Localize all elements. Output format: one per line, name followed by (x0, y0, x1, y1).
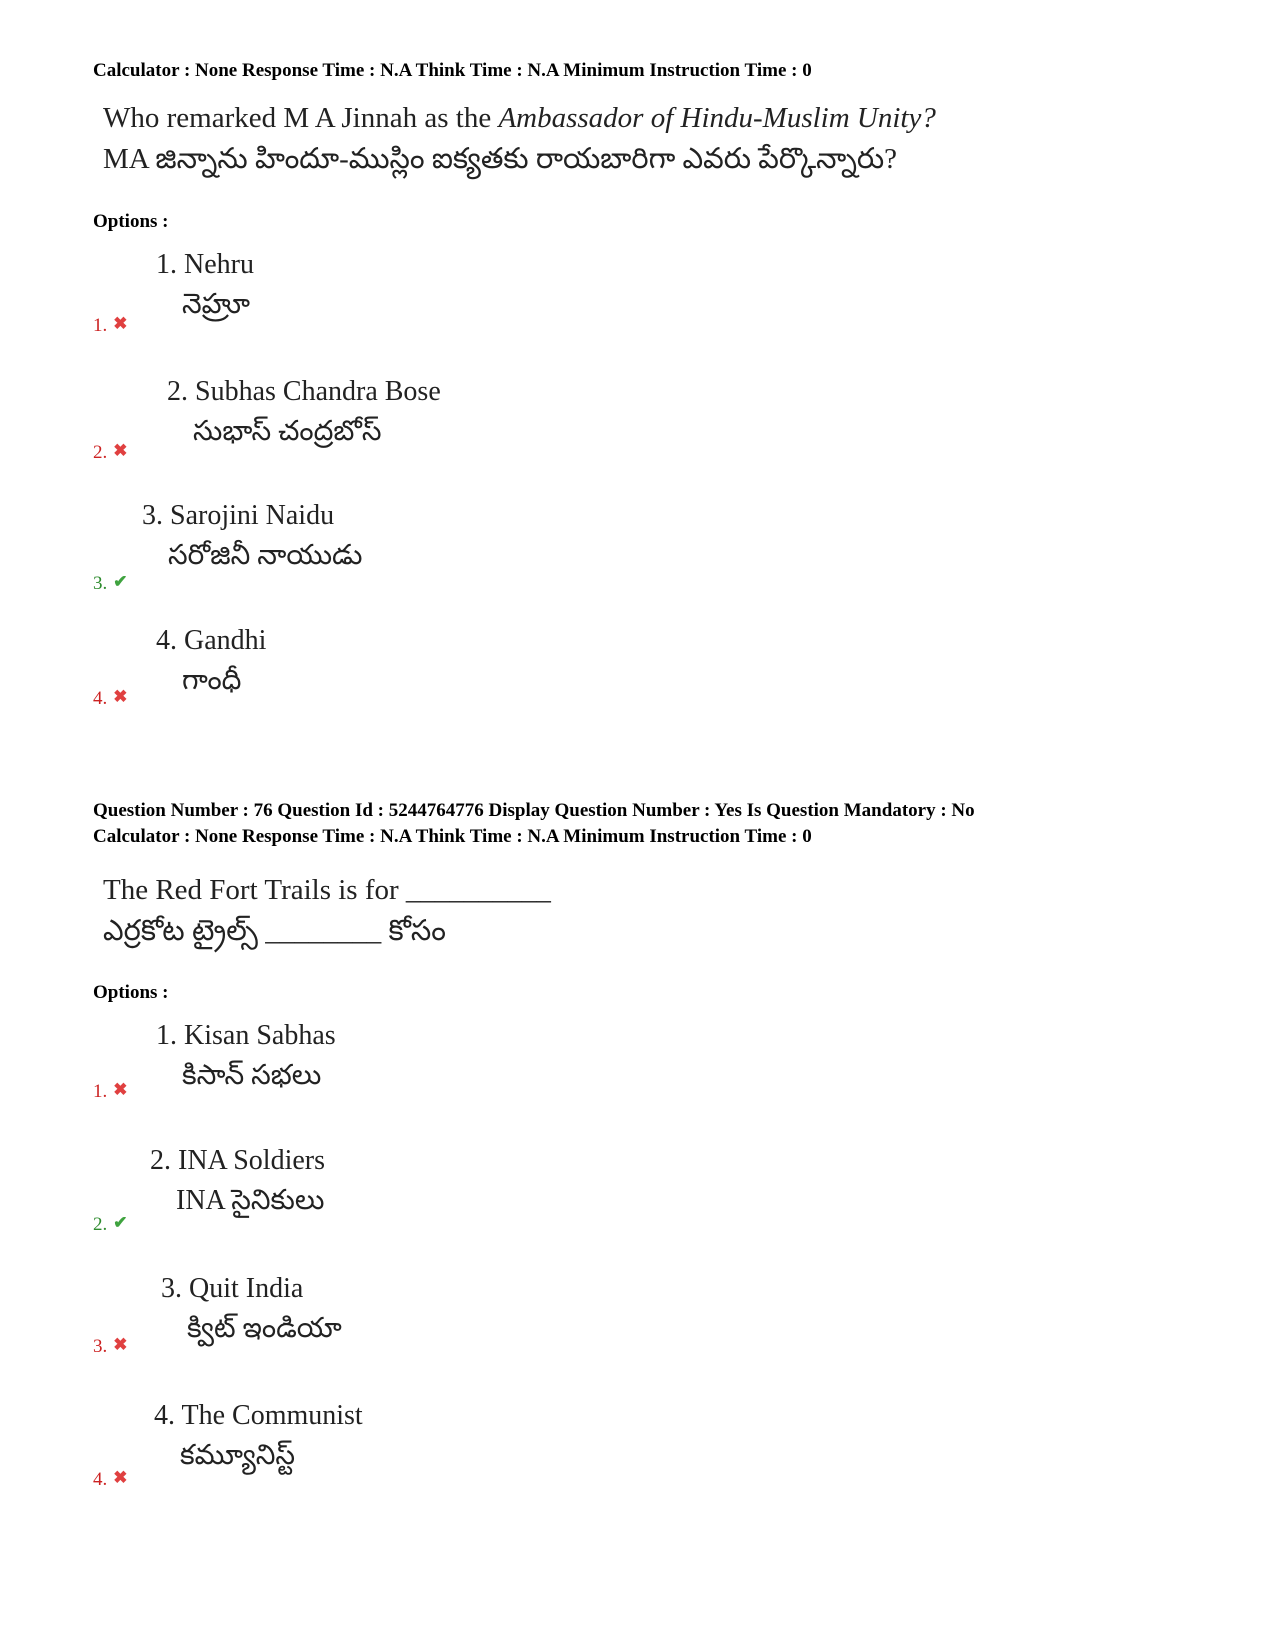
q76-option-4-number: 4. (93, 1469, 108, 1490)
q76-option-2-te: INA సైనికులు (176, 1185, 325, 1216)
q75-option-3-number: 3. (93, 573, 108, 594)
q75-option-2[interactable] (167, 372, 441, 452)
q75-question-te: MA జిన్నాను హిందూ-ముస్లిం ఐక్యతకు రాయబారిగా ఎవరు పేర్కొన్నారు? (103, 143, 898, 175)
q75-option-1-marker (93, 313, 128, 337)
q76-option-3-marker (93, 1334, 128, 1358)
q75-meta-line: Calculator : None Response Time : N.A Think Time : N.A Minimum Instruction Time : 0 (93, 60, 812, 81)
q75-option-2-marker (93, 440, 128, 464)
q75-option-1[interactable] (156, 245, 254, 325)
q75-option-1-number: 1. (93, 315, 108, 336)
q76-question-te: ఎర్రకోట ట్రైల్స్ ________ కోసం (103, 915, 446, 947)
q76-option-1[interactable] (156, 1016, 336, 1096)
q76-option-1-te: కిసాన్ సభలు (182, 1060, 322, 1091)
q76-option-3-en: 3. Quit India (161, 1273, 304, 1304)
q76-question (103, 870, 551, 952)
q75-option-1-te: నెహ్రూ (182, 289, 250, 320)
q76-option-1-number: 1. (93, 1081, 108, 1102)
q76-option-3[interactable] (161, 1269, 342, 1349)
q76-option-4-en: 4. The Communist (154, 1400, 363, 1431)
q75-option-3-en: 3. Sarojini Naidu (142, 500, 335, 531)
q76-options-label: Options : (93, 982, 169, 1003)
cross-icon: ✖ (113, 1468, 128, 1487)
q76-meta-line-2: Calculator : None Response Time : N.A Think Time : N.A Minimum Instruction Time : 0 (93, 826, 812, 847)
q76-option-2-number: 2. (93, 1214, 108, 1235)
q76-option-1-en: 1. Kisan Sabhas (156, 1020, 336, 1051)
q75-option-3-marker (93, 571, 128, 595)
q76-question-en: The Red Fort Trails is for __________ (103, 874, 551, 906)
check-icon: ✔ (113, 1213, 128, 1232)
q76-option-2[interactable] (150, 1141, 325, 1221)
q76-meta-line-1: Question Number : 76 Question Id : 5244764776 Display Question Number : Yes Is Question Mandatory : No (93, 800, 975, 821)
q76-option-4-marker (93, 1467, 128, 1491)
q76-option-1-marker (93, 1079, 128, 1103)
q75-option-2-en: 2. Subhas Chandra Bose (167, 376, 441, 407)
q75-option-4-number: 4. (93, 688, 108, 709)
q75-question-en-italic: Ambassador of Hindu-Muslim Unity? (498, 102, 936, 134)
q75-question-en-text: Who remarked M A Jinnah as the (103, 102, 499, 134)
q75-options-label: Options : (93, 211, 169, 232)
q76-option-3-te: క్విట్ ఇండియా (187, 1313, 342, 1344)
q75-option-2-number: 2. (93, 442, 108, 463)
q76-option-2-en: 2. INA Soldiers (150, 1145, 325, 1176)
q76-option-3-number: 3. (93, 1336, 108, 1357)
q75-option-3-te: సరోజినీ నాయుడు (168, 540, 363, 571)
q75-question-en (103, 98, 936, 139)
cross-icon: ✖ (113, 687, 128, 706)
check-icon: ✔ (113, 572, 128, 591)
q75-option-4-marker (93, 686, 128, 710)
q76-option-4-te: కమ్యూనిస్ట్ (180, 1440, 296, 1471)
q75-option-4-en: 4. Gandhi (156, 625, 267, 656)
cross-icon: ✖ (113, 1335, 128, 1354)
q75-option-2-te: సుభాస్ చంద్రబోస్ (193, 416, 382, 447)
cross-icon: ✖ (113, 441, 128, 460)
q75-question (103, 98, 936, 180)
cross-icon: ✖ (113, 1080, 128, 1099)
q75-option-4-te: గాంధీ (182, 665, 242, 696)
q75-option-1-en: 1. Nehru (156, 249, 254, 280)
q75-option-3[interactable] (142, 496, 362, 576)
q75-option-4[interactable] (156, 621, 266, 701)
q76-option-4[interactable] (154, 1396, 363, 1476)
q76-option-2-marker (93, 1212, 128, 1236)
cross-icon: ✖ (113, 314, 128, 333)
